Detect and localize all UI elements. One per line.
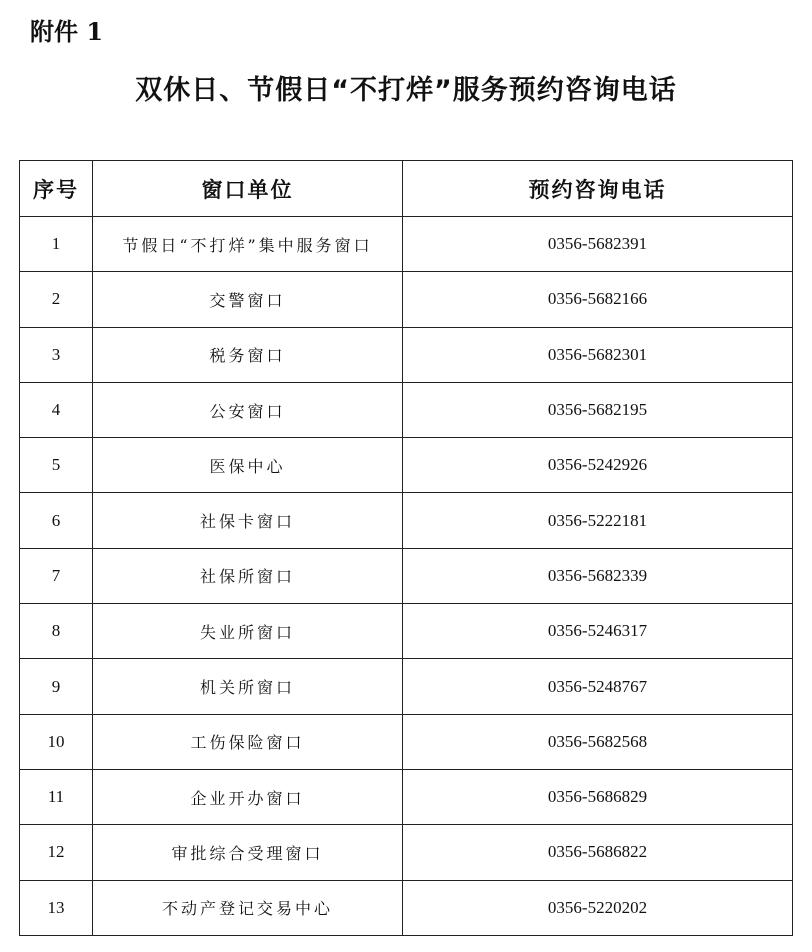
table-row: [20, 659, 793, 714]
row-phone: 0356-5682166: [403, 272, 793, 327]
row-unit: 失业所窗口: [93, 604, 403, 659]
row-unit: 机关所窗口: [93, 659, 403, 714]
row-phone: 0356-5248767: [403, 659, 793, 714]
row-number: 1: [20, 217, 93, 272]
table-row: [20, 825, 793, 880]
row-number: 10: [20, 714, 93, 769]
row-number: 13: [20, 880, 93, 935]
row-phone: 0356-5682339: [403, 548, 793, 603]
table-row: [20, 327, 793, 382]
header-phone: 预约咨询电话: [403, 161, 793, 217]
table-header-row: [20, 161, 793, 217]
row-unit: 社保所窗口: [93, 548, 403, 603]
row-number: 4: [20, 382, 93, 437]
row-unit: 交警窗口: [93, 272, 403, 327]
header-no: 序号: [20, 161, 93, 217]
attachment-label: 附件 1: [30, 17, 104, 46]
row-unit: 公安窗口: [93, 382, 403, 437]
table-row: [20, 382, 793, 437]
row-unit: 医保中心: [93, 438, 403, 493]
row-unit: 不动产登记交易中心: [93, 880, 403, 935]
row-number: 12: [20, 825, 93, 880]
header-unit: 窗口单位: [93, 161, 403, 217]
row-number: 6: [20, 493, 93, 548]
table-row: [20, 493, 793, 548]
table-row: [20, 604, 793, 659]
row-unit: 社保卡窗口: [93, 493, 403, 548]
table-row: [20, 769, 793, 824]
row-phone: 0356-5242926: [403, 438, 793, 493]
table-row: [20, 714, 793, 769]
row-unit: 工伤保险窗口: [93, 714, 403, 769]
row-phone: 0356-5682195: [403, 382, 793, 437]
row-unit: 节假日“不打烊”集中服务窗口: [93, 217, 403, 272]
table-row: [20, 438, 793, 493]
row-phone: 0356-5222181: [403, 493, 793, 548]
phone-table: [19, 160, 793, 936]
row-number: 2: [20, 272, 93, 327]
row-number: 3: [20, 327, 93, 382]
row-unit: 审批综合受理窗口: [93, 825, 403, 880]
row-number: 5: [20, 438, 93, 493]
table-row: [20, 272, 793, 327]
row-phone: 0356-5686829: [403, 769, 793, 824]
row-phone: 0356-5682568: [403, 714, 793, 769]
row-unit: 税务窗口: [93, 327, 403, 382]
row-number: 9: [20, 659, 93, 714]
table-row: [20, 548, 793, 603]
table-row: [20, 217, 793, 272]
table-row: [20, 880, 793, 935]
page-title: 双休日、节假日“不打烊”服务预约咨询电话: [135, 75, 677, 106]
row-phone: 0356-5686822: [403, 825, 793, 880]
row-number: 8: [20, 604, 93, 659]
row-phone: 0356-5682391: [403, 217, 793, 272]
row-number: 7: [20, 548, 93, 603]
row-number: 11: [20, 769, 93, 824]
row-phone: 0356-5682301: [403, 327, 793, 382]
row-phone: 0356-5246317: [403, 604, 793, 659]
row-phone: 0356-5220202: [403, 880, 793, 935]
row-unit: 企业开办窗口: [93, 769, 403, 824]
